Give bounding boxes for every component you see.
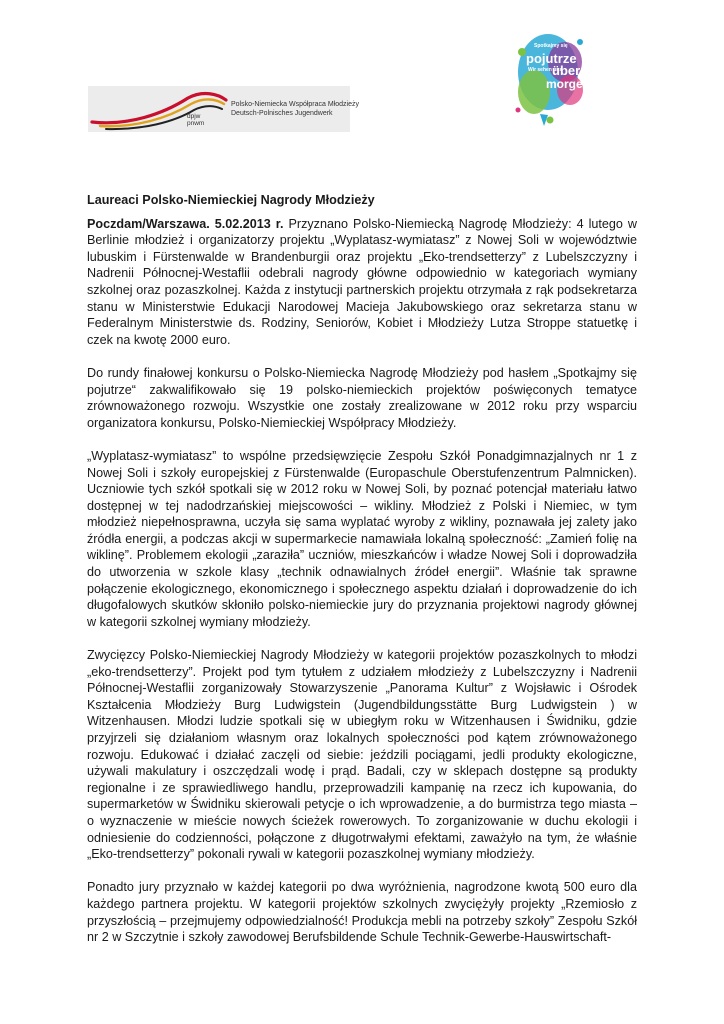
document-title: Laureaci Polsko-Niemieckiej Nagrody Młodzieży — [87, 193, 375, 207]
paragraph-4: Zwycięzcy Polsko-Niemieckiej Nagrody Młodzieży w kategorii projektów pozaszkolnych to młodzi „eko-trendsetterzy”. Projekt pod tym tytułem z udziałem młodzieży z Lubelszczyzny i Nadrenii Północnej-Westaflii zorganizowały Stowarzyszenie „Panorama Kultur” z Wojsławic i Ośrodek Kształcenia Młodzieży Burg Ludwigstein (Jugendbildungsstätte Burg Ludwigstein ) w Witzenhausen. Młodzi ludzie spotkali się w ubiegłym roku w Witzenhausen i Świdniku, gdzie przyjrzeli się działaniom własnym oraz lokalnych społeczności pod kątem zrównoważonego rozwoju. Edukować i działać zaczęli od siebie: jeździli pociągami, jedli produkty ekologiczne, używali makulatury i oszczędzali wodę i prąd. Badali, czy w sklepach dostępne są produkty regionalne i ze sprawiedliwego handlu, przeprowadzili kampanię na rzecz ich kupowania, do supermarketów w Świdniku skierowali petycje o ich wprowadzenie, a do burmistrza tego miasta – o wyznaczenie w mieście nowych ścieżek rowerowych. To zorganizowanie w duchu ekologii i odniesienie do codzienności, połączone z długotrwałymi efektami, zaważyło na tym, że właśnie „Eko-trendsetterzy” pokonali rywali w kategorii pozaszkolnej wymiany młodzieży. — [87, 648, 637, 862]
paragraph-2: Do rundy finałowej konkursu o Polsko-Niemiecka Nagrodę Młodzieży pod hasłem „Spotkajmy się pojutrze“ zakwalifikowało się 19 polsko-niemieckich projektów poświęconych tematyce zrównoważonego rozwoju. Wszystkie one zostały zrealizowane w 2012 roku przy wsparciu organizatora konkursu, Polsko-Niemieckiej Współpracy Młodzieży. — [87, 365, 637, 430]
paragraph-1 — [87, 216, 637, 349]
abbr-line-2: pnwm — [187, 120, 205, 127]
pnwm-abbreviation — [187, 113, 204, 127]
paragraph-1-text: Przyznano Polsko-Niemiecką Nagrodę Młodzieży: 4 lutego w Berlinie młodzież i organizatorzy projektu „Wyplatasz-wymiatasz” z Nowej Soli w województwie lubuskim i Fürstenwalde w Brandenburgii oraz projektu „Eko-trendsetterzy” z Lubelszczyzny i Nadrenii Północnej-Westaflii odebrali nagrody główne odpowiednio w kategoriach wymiany szkolnej oraz pozaszkolnej. Każda z instytucji partnerskich projektu otrzymała z rąk podsekretarza stanu w Ministerstwie Edukacji Narodowej Macieja Jakubowskiego oraz sekretarza stanu w Federalnym Ministerstwie ds. Rodziny, Seniorów, Kobiet i Młodzieży Lutza Stroppe statuetkę i czek na kwotę 2000 euro. — [87, 216, 638, 347]
logo-text-line-2: pojutrze — [526, 51, 577, 66]
pnwm-org-name — [231, 100, 359, 118]
paragraph-3: „Wyplatasz-wymiatasz” to wspólne przedsięwzięcie Zespołu Szkół Ponadgimnazjalnych nr 1 z Nowej Soli i szkoły europejskiej z Fürstenwalde (Europaschule Oberstufenzentrum Palmnicken). Uczniowie tych szkół spotkali się w 2012 roku w Nowej Soli, by poznać potencjał materiału łatwo dostępnej w tej nadodrzańskiej miejscowości – wikliny. Młodzież z Polski i Niemiec, w tym młodzież niepełnosprawna, uczyła się sama wyplatać wyroby z wikliny, poznawała jej zalety jako źródła energii, a podczas akcji w supermarkecie namawiała lokalną społeczność: „Zamień folię na wiklinę”. Problemem ekologii „zaraziła” uczniów, mieszkańców i władze Nowej Soli i doprowadziła do utworzenia w szkole klasy „technik odnawialnych źródeł energii”. Właśnie tak sprawne połączenie ekologicznego, ekonomicznego i społecznego aspektu działań i doprowadzenie do ich długofalowych skutków skłoniło polsko-niemieckie jury do przyznania projektowi nagrody głównej w kategorii szkolnej wymiany młodzieży. — [87, 448, 637, 629]
press-release — [87, 192, 637, 962]
logo-text-line-1: Spotkajmy się — [534, 43, 568, 49]
logo-text-line-5: morgen — [546, 77, 591, 91]
logo-text-line-3: Wir sehen uns — [528, 67, 563, 73]
prize-logo — [510, 22, 591, 126]
dateline: Poczdam/Warszawa. 5.02.2013 r. — [87, 216, 284, 231]
logo-text-line-4: über — [552, 63, 581, 78]
abbr-line-1: dpjw — [187, 113, 201, 120]
org-name-de: Deutsch-Polnisches Jugendwerk — [231, 110, 333, 117]
pnwm-logo — [88, 86, 359, 132]
org-name-pl: Polsko-Niemiecka Współpraca Młodzieży — [231, 101, 359, 108]
paragraph-5: Ponadto jury przyznało w każdej kategorii po dwa wyróżnienia, nagrodzone kwotą 500 euro dla każdego partnera projektu. W kategorii projektów szkolnych zwyciężyły projekty „Rzemiosło z przyszłością – przejmujemy odpowiedzialność! Produkcja mebli na potrzeby szkoły” Zespołu Szkół nr 2 w Szczytnie i szkoły zawodowej Berufsbildende Schule Technik-Gewerbe-Hauswirtschaft- — [87, 880, 637, 945]
